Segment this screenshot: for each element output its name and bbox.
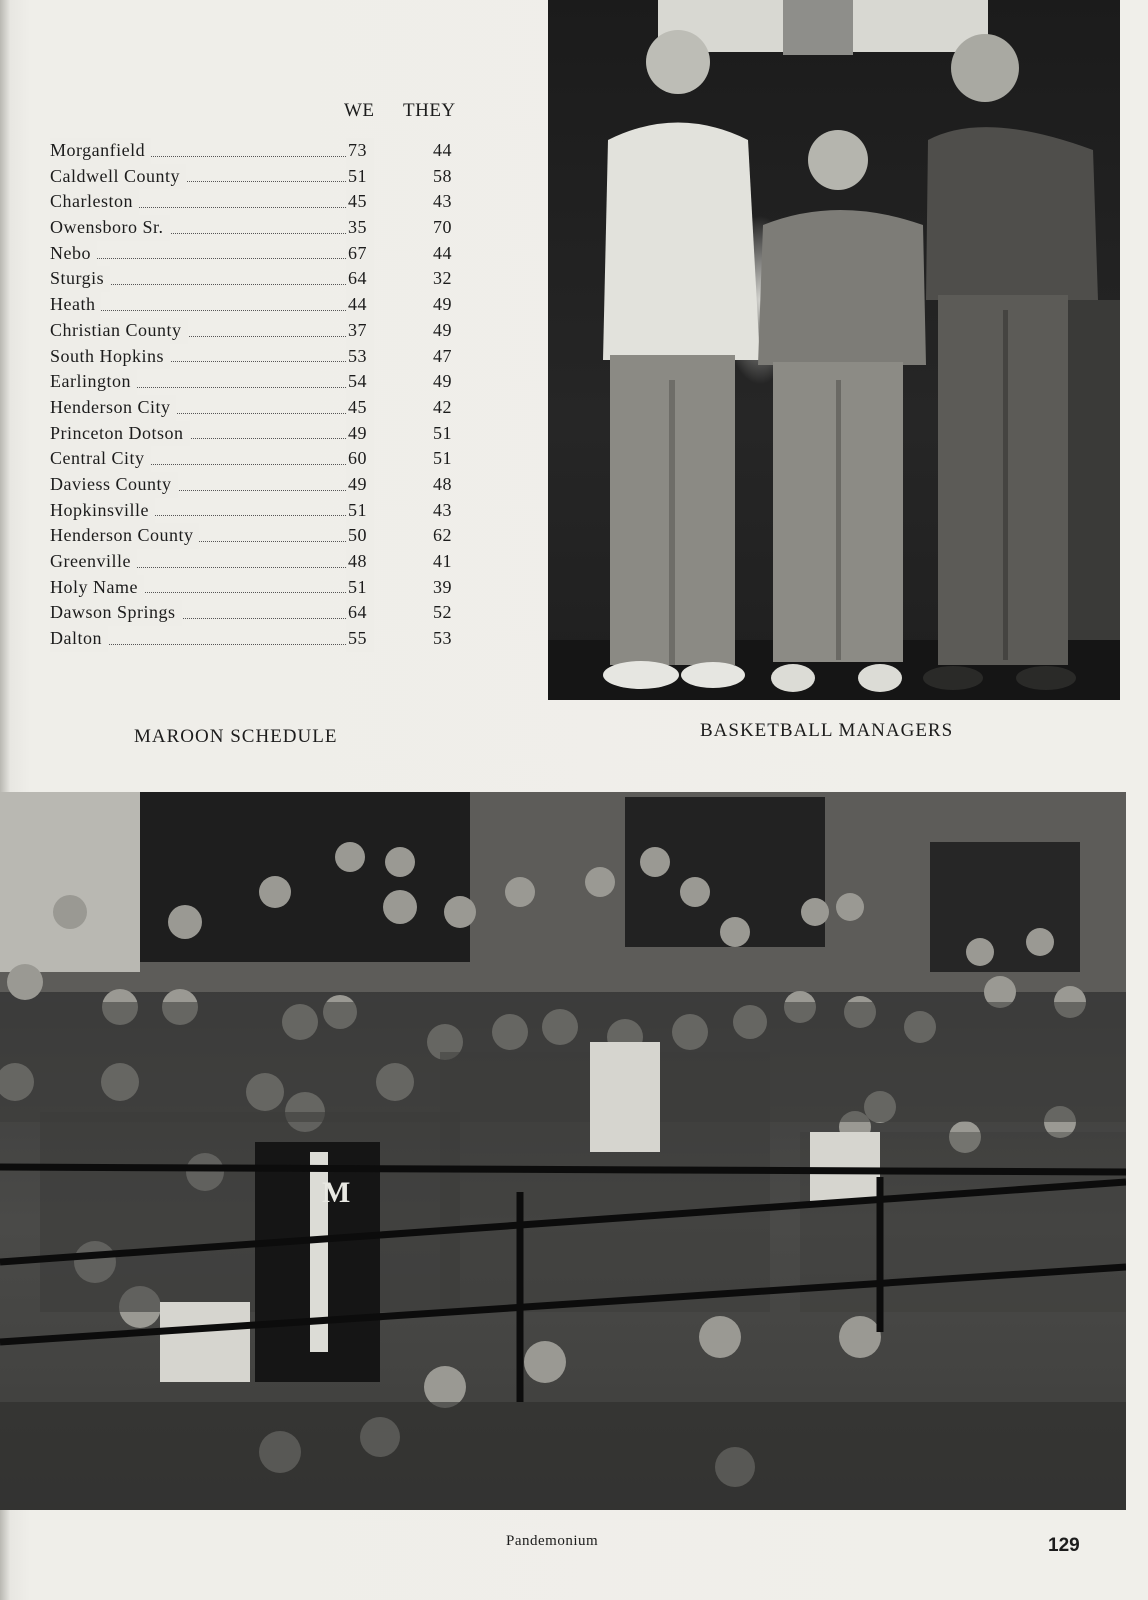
opponent-name: Holy Name	[50, 575, 144, 601]
score-they: 41	[433, 551, 452, 571]
opponent-name: Dawson Springs	[50, 600, 182, 626]
opponent-name: Nebo	[50, 241, 97, 267]
score-we: 67	[346, 241, 374, 267]
schedule-row	[50, 164, 470, 190]
opponent-name: South Hopkins	[50, 344, 170, 370]
pandemonium-crowd-photo	[0, 792, 1126, 1510]
schedule-rows	[50, 138, 470, 652]
schedule-row	[50, 215, 470, 241]
schedule-row	[50, 626, 470, 652]
score-we: 60	[346, 446, 374, 472]
opponent-name: Charleston	[50, 189, 139, 215]
score-they: 42	[433, 396, 452, 417]
score-we: 50	[346, 523, 374, 549]
schedule-row	[50, 549, 470, 575]
score-we: 44	[346, 292, 374, 318]
score-we: 53	[346, 344, 374, 370]
score-we: 51	[346, 498, 374, 524]
score-they: 58	[433, 165, 452, 186]
opponent-name: Daviess County	[50, 472, 178, 498]
opponent-name: Dalton	[50, 626, 108, 652]
score-we: 51	[346, 164, 374, 190]
schedule-row	[50, 369, 470, 395]
schedule-row	[50, 189, 470, 215]
score-they: 32	[433, 268, 452, 289]
score-they: 49	[433, 371, 452, 392]
score-they: 49	[433, 319, 452, 340]
schedule-row	[50, 266, 470, 292]
column-header-we: WE	[344, 100, 375, 121]
schedule-row	[50, 344, 470, 370]
letter-jacket-figure	[255, 1142, 380, 1382]
schedule-row	[50, 292, 470, 318]
opponent-name: Christian County	[50, 318, 188, 344]
schedule-row	[50, 472, 470, 498]
score-they: 44	[433, 140, 452, 160]
schedule-row	[50, 421, 470, 447]
opponent-name: Caldwell County	[50, 164, 186, 190]
schedule-caption: MAROON SCHEDULE	[134, 726, 338, 747]
manager-middle-figure	[758, 130, 926, 692]
score-we: 37	[346, 318, 374, 344]
score-we: 73	[346, 138, 374, 164]
opponent-name: Henderson City	[50, 395, 176, 421]
schedule-row	[50, 138, 470, 164]
schedule-row	[50, 498, 470, 524]
score-we: 51	[346, 575, 374, 601]
score-we: 45	[346, 189, 374, 215]
opponent-name: Princeton Dotson	[50, 421, 190, 447]
score-we: 55	[346, 626, 374, 652]
score-we: 45	[346, 395, 374, 421]
managers-caption: BASKETBALL MANAGERS	[700, 720, 954, 741]
crowd-photo-caption: Pandemonium	[506, 1533, 599, 1549]
crowd-bodies	[0, 1002, 1126, 1312]
score-they: 51	[433, 448, 452, 469]
schedule-row	[50, 241, 470, 267]
score-we: 49	[346, 421, 374, 447]
opponent-name: Heath	[50, 292, 101, 318]
score-they: 44	[433, 242, 452, 263]
score-we: 54	[346, 369, 374, 395]
score-we: 64	[346, 600, 374, 626]
schedule-row	[50, 575, 470, 601]
score-we: 49	[346, 472, 374, 498]
score-they: 43	[433, 499, 452, 520]
opponent-name: Central City	[50, 446, 151, 472]
opponent-name: Sturgis	[50, 266, 110, 292]
opponent-name: Hopkinsville	[50, 498, 155, 524]
svg-text:M: M	[322, 1176, 351, 1209]
score-they: 48	[433, 473, 452, 494]
score-they: 70	[433, 217, 452, 238]
manager-left-figure	[603, 30, 760, 689]
score-they: 53	[433, 628, 452, 649]
score-they: 43	[433, 191, 452, 212]
schedule-row	[50, 600, 470, 626]
score-they: 47	[433, 345, 452, 366]
opponent-name: Henderson County	[50, 523, 199, 549]
page-number: 129	[1048, 1535, 1080, 1556]
schedule-row	[50, 318, 470, 344]
opponent-name: Greenville	[50, 549, 137, 575]
score-we: 48	[346, 549, 374, 575]
score-they: 51	[433, 422, 452, 443]
score-we: 64	[346, 266, 374, 292]
score-they: 52	[433, 602, 452, 623]
column-header-they: THEY	[403, 100, 456, 121]
score-they: 49	[433, 294, 452, 315]
score-they: 62	[433, 525, 452, 546]
schedule-row	[50, 446, 470, 472]
schedule-row	[50, 523, 470, 549]
opponent-name: Morganfield	[50, 138, 151, 164]
score-they: 39	[433, 576, 452, 597]
basketball-managers-photo	[548, 0, 1120, 700]
schedule-row	[50, 395, 470, 421]
score-we: 35	[346, 215, 374, 241]
opponent-name: Owensboro Sr.	[50, 215, 170, 241]
opponent-name: Earlington	[50, 369, 137, 395]
